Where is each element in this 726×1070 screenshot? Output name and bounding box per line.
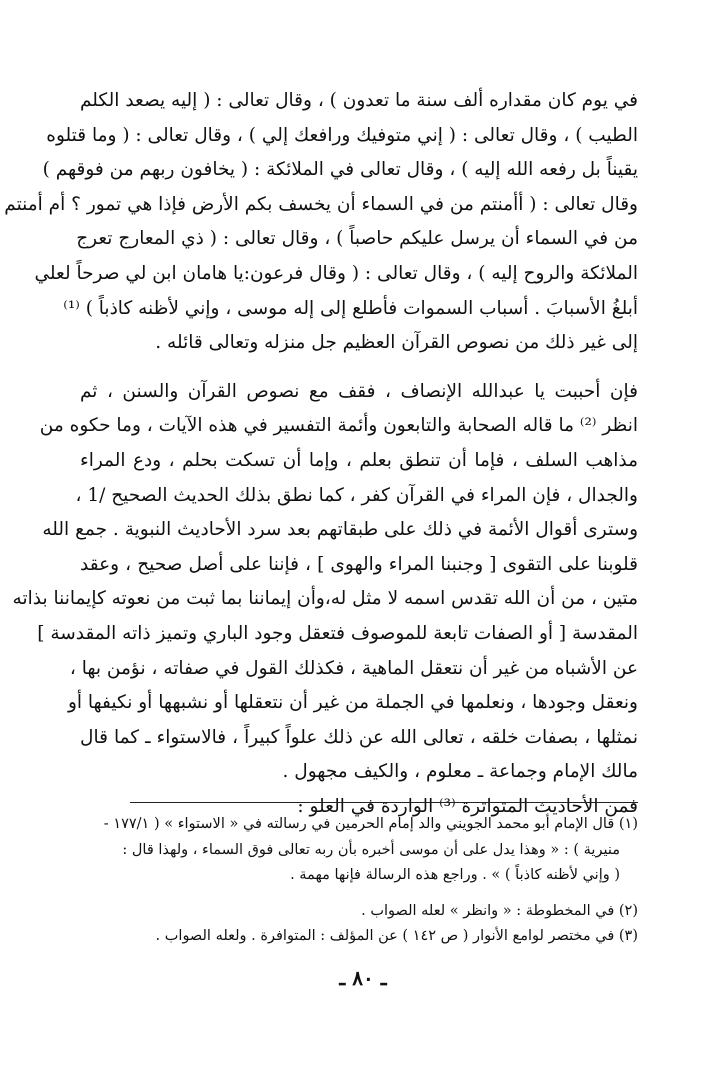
text-line: الملائكة والروح إليه ) ، وقال تعالى : ( وقال فرعون:يا هامان ابن لي صرحاً لعلي (34, 262, 638, 284)
text-line: مذاهب السلف ، فإما أن تنطق بعلم ، وإما أن تسكت بحلم ، ودع المراء (80, 449, 638, 471)
paragraph-2 (12, 375, 638, 825)
paragraph-gap (80, 361, 638, 375)
text-line: إلى غير ذلك من نصوص القرآن العظيم جل منزله وتعالى قائله . (155, 332, 638, 354)
footnote-3: (٣) في مختصر لوامع الأنوار ( ص ١٤٢ ) عن المؤلف : المتوافرة . ولعله الصواب . (155, 928, 638, 944)
text-line: مالك الإمام وجماعة ـ معلوم ، والكيف مجهول . (282, 761, 638, 783)
text-line: نمثلها ، بصفات خلقه ، تعالى الله عن ذلك علواً كبيراً ، فالاستواء ـ كما قال (80, 726, 638, 748)
text-line: وسترى أقوال الأئمة في ذلك على طبقاتهم بعد سرد الأحاديث النبوية . جمع الله (42, 519, 638, 541)
page-number: ـ ٨٠ ـ (339, 966, 387, 990)
footnote-1-line: (١) قال الإمام أبو محمد الجويني والد إمام الحرمين في رسالته في « الاستواء » ( ١٧٧/١ - (103, 816, 638, 832)
text-line: عن الأشباه من غير أن نتعقل الماهية ، فكذلك القول في صفاته ، نؤمن بها ، (69, 657, 638, 679)
text-line: يقيناً بل رفعه الله إليه ) ، وقال تعالى في الملائكة : ( يخافون ربهم من فوقهم ) (42, 159, 638, 181)
text-line: المقدسة [ أو الصفات تابعة للموصوف فتعقل وجود الباري وتميز ذاته المقدسة ] (37, 622, 638, 644)
text-line: في يوم كان مقداره ألف سنة ما تعدون ) ، وقال تعالى : ( إليه يصعد الكلم (80, 90, 638, 111)
text-line: وقال تعالى : ( أأمنتم من في السماء أن يخسف بكم الأرض فإذا هي تمور ؟ أم أمنتم (4, 193, 638, 215)
footnote-1-line: ( وإني لأظنه كاذباً ) » . وراجع هذه الرسالة فإنها مهمة . (290, 867, 620, 883)
footnote-1-line: منيرية ) : « وهذا يدل على أن موسى أخبره بأن ربه تعالى فوق السماء ، ولهذا قال : (122, 841, 620, 858)
text-line: انظر ⁽²⁾ ما قاله الصحابة والتابعون وأئمة التفسير في هذه الآيات ، وما حكوه من (39, 415, 638, 437)
footnote-divider (130, 802, 638, 803)
footnotes (80, 812, 638, 950)
text-line: أبلغُ الأسبابَ . أسباب السموات فأطلع إلى إله موسى ، وإني لأظنه كاذباً ) ⁽¹⁾ (63, 297, 638, 319)
text-line: فإن أحببت يا عبدالله الإنصاف ، فقف مع نصوص القرآن والسنن ، ثم (80, 380, 638, 402)
text-line: فمن الأحاديث المتواترة ⁽³⁾ الواردة في العلو : (297, 795, 638, 817)
text-line: من في السماء أن يرسل عليكم حاصباً ) ، وقال تعالى : ( ذي المعارج تعرج (76, 228, 638, 250)
text-line: متين ، من أن الله تقدس اسمه لا مثل له،وأن إيماننا بما ثبت من نعوته كإيماننا بذاته (12, 588, 638, 610)
text-line: ونعقل وجودها ، ونعلمها في الجملة من غير أن نتعقلها أو نشبهها أو نكيفها أو (67, 692, 638, 714)
text-line: الطيب ) ، وقال تعالى : ( إني متوفيك ورافعك إلي ) ، وقال تعالى : ( وما قتلوه (46, 124, 638, 146)
paragraph-1 (4, 84, 638, 361)
text-line: قلوبنا على التقوى [ وجنبنا المراء والهوى ] ، فإننا على أصل صحيح ، وعقد (80, 553, 638, 575)
footnote-2: (٢) في المخطوطة : « وانظر » لعله الصواب . (361, 902, 638, 919)
text-line: والجدال ، فإن المراء في القرآن كفر ، كما نطق بذلك الحديث الصحيح /1 ، (75, 484, 638, 506)
footnote-gap (80, 889, 638, 899)
